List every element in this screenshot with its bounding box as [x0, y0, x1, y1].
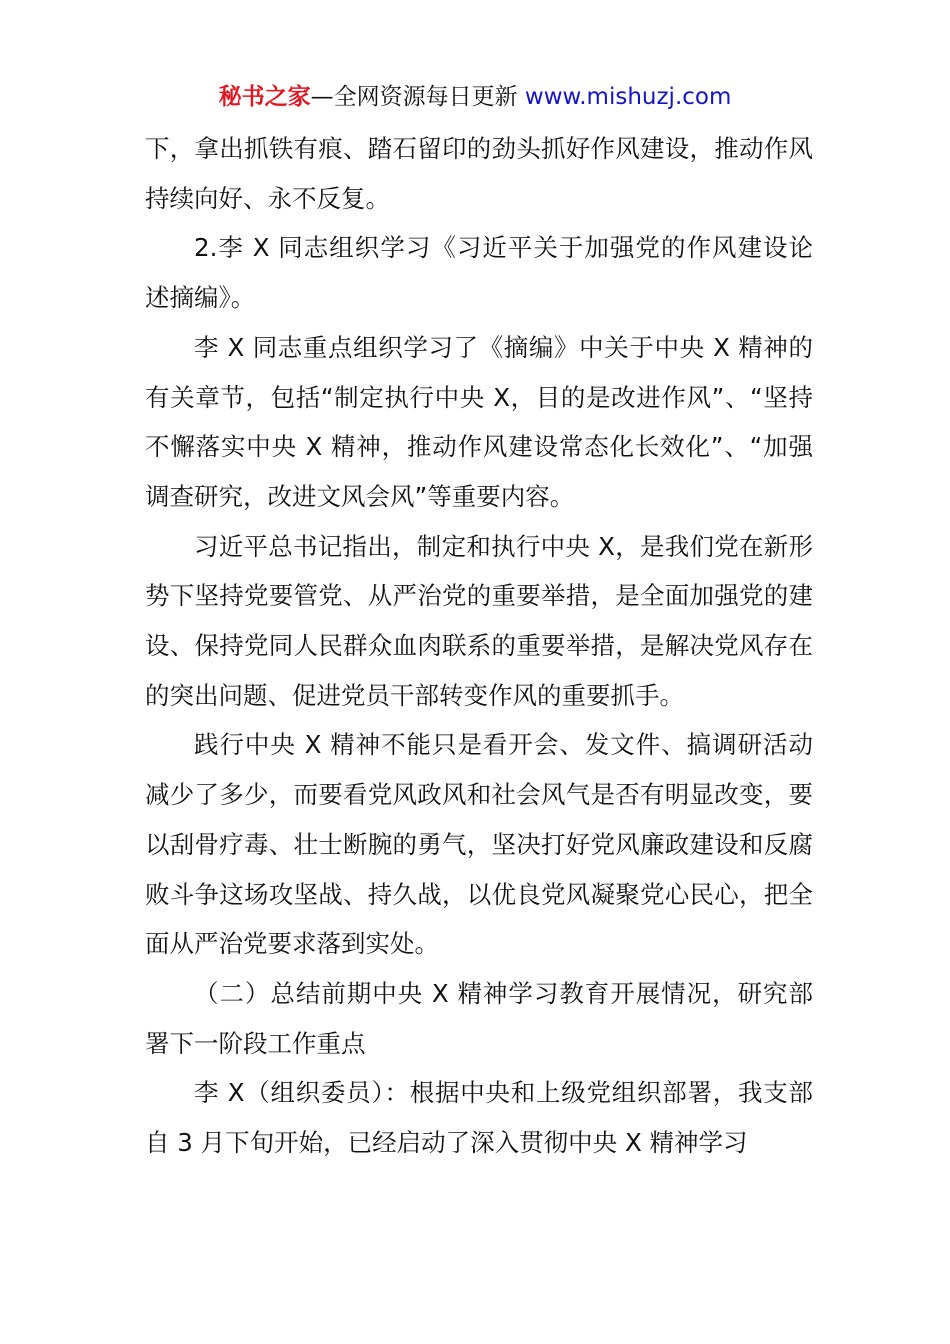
paragraph: 下，拿出抓铁有痕、踏石留印的劲头抓好作风建设，推动作风持续向好、永不反复。 [145, 134, 813, 213]
paragraph: 李 X 同志重点组织学习了《摘编》中关于中央 X 精神的有关章节，包括“制定执行中央 X，目的是改进作风”、“坚持不懈落实中央 X 精神，推动作风建设常态化长效化”、“加强调查研究，改进文风会风”等重要内容。 [145, 332, 813, 511]
site-url[interactable]: www.mishuzj.com [524, 84, 732, 110]
paragraph: 李 X（组织委员）：根据中央和上级党组织部署，我支部自 3 月下旬开始，已经启动了深入贯彻中央 X 精神学习 [145, 1078, 813, 1158]
page-header [0, 80, 950, 114]
brand-name: 秘书之家 [218, 84, 311, 110]
paragraph: 2.李 X 同志组织学习《习近平关于加强党的作风建设论述摘编》。 [145, 233, 813, 313]
paragraph: 习近平总书记指出，制定和执行中央 X，是我们党在新形势下坚持党要管党、从严治党的重要举措，是全面加强党的建设、保持党同人民群众血肉联系的重要举措，是解决党风存在的突出问题、促进党员干部转变作风的重要抓手。 [145, 531, 813, 710]
paragraph: 践行中央 X 精神不能只是看开会、发文件、搞调研活动减少了多少，而要看党风政风和社会风气是否有明显改变，要以刮骨疗毒、壮士断腕的勇气，坚决打好党风廉政建设和反腐败斗争这场攻坚战、持久战，以优良党风凝聚党心民心，把全面从严治党要求落到实处。 [145, 730, 813, 959]
document-body [145, 124, 813, 1168]
section-heading: （二）总结前期中央 X 精神学习教育开展情况，研究部署下一阶段工作重点 [145, 978, 813, 1058]
header-slogan: —全网资源每日更新 [310, 84, 525, 110]
